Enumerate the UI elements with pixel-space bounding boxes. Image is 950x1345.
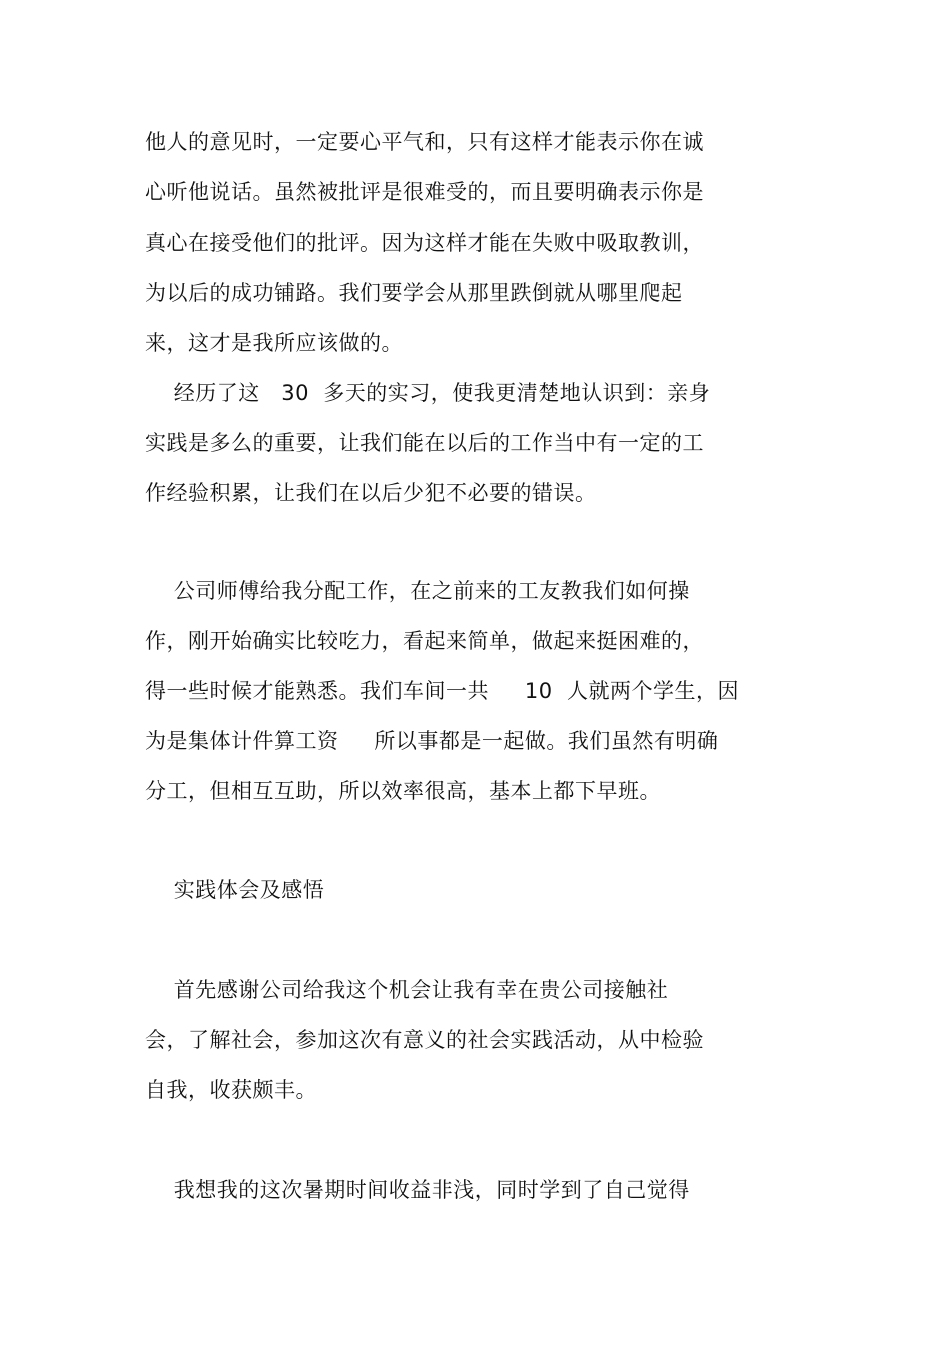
- text-line: 经历了这 30 多天的实习，使我更清楚地认识到：亲身: [145, 381, 711, 405]
- section-heading: 实践体会及感悟: [145, 878, 325, 902]
- text-line: 我想我的这次暑期时间收益非浅，同时学到了自己觉得: [145, 1178, 690, 1202]
- text-line: 为是集体计件算工资 所以事都是一起做。我们虽然有明确: [145, 729, 719, 753]
- text-line: 公司师傅给我分配工作，在之前来的工友教我们如何操: [145, 579, 690, 603]
- text-line: 真心在接受他们的批评。因为这样才能在失败中吸取教训，: [145, 231, 704, 255]
- text-line: 自我，收获颇丰。: [145, 1078, 317, 1102]
- text-line: 作经验积累，让我们在以后少犯不必要的错误。: [145, 481, 597, 505]
- text-line: 为以后的成功铺路。我们要学会从那里跌倒就从哪里爬起: [145, 281, 683, 305]
- text-line: 分工，但相互互助，所以效率很高，基本上都下早班。: [145, 779, 661, 803]
- text-line: 得一些时候才能熟悉。我们车间一共 10 人就两个学生，因: [145, 679, 739, 703]
- text-line: 首先感谢公司给我这个机会让我有幸在贵公司接触社: [145, 978, 669, 1002]
- text-line: 会，了解社会，参加这次有意义的社会实践活动，从中检验: [145, 1028, 704, 1052]
- text-line: 实践是多么的重要，让我们能在以后的工作当中有一定的工: [145, 431, 704, 455]
- text-line: 来，这才是我所应该做的。: [145, 331, 403, 355]
- text-line: 他人的意见时，一定要心平气和，只有这样才能表示你在诚: [145, 130, 704, 154]
- text-line: 心听他说话。虽然被批评是很难受的，而且要明确表示你是: [145, 180, 704, 204]
- text-line: 作，刚开始确实比较吃力，看起来简单，做起来挺困难的，: [145, 629, 704, 653]
